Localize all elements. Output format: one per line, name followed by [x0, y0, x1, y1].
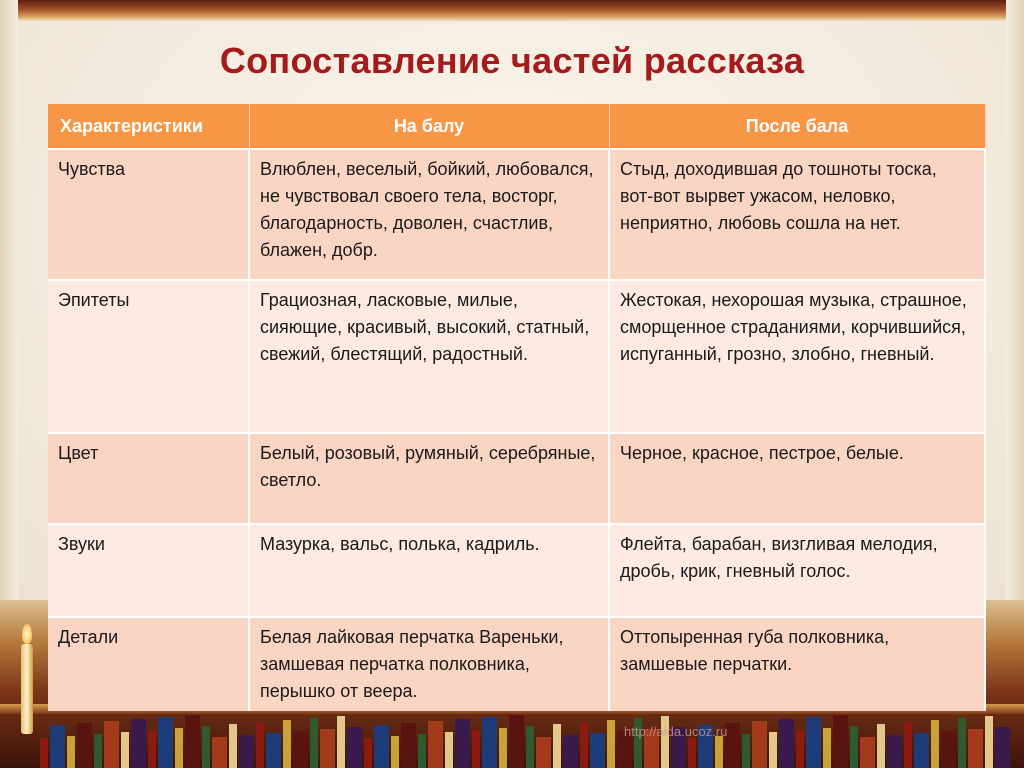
book-spine [580, 722, 588, 768]
row-label: Эпитеты [48, 280, 249, 433]
book-spine [185, 715, 200, 768]
table-row [48, 433, 985, 524]
book-spine [104, 721, 119, 768]
book-spine [887, 735, 902, 768]
top-decor-band [0, 0, 1024, 22]
book-spine [607, 720, 615, 768]
header-characteristics: Характеристики [48, 104, 249, 149]
book-spine [742, 734, 750, 768]
book-spine [445, 732, 453, 768]
book-spine [823, 728, 831, 768]
book-spine [833, 715, 848, 768]
book-spine [293, 731, 308, 768]
book-spine [418, 734, 426, 768]
watermark: http://aida.ucoz.ru [624, 724, 728, 739]
book-spine [779, 719, 794, 768]
table-row [48, 524, 985, 617]
table-row [48, 617, 985, 711]
book-spine [563, 735, 578, 768]
cell-at-ball: Влюблен, веселый, бойкий, любовался, не чувствовал своего тела, восторг, благодарность, доволен, счастлив, блажен, добр. [249, 149, 609, 280]
cell-after-ball: Флейта, барабан, визгливая мелодия, дробь, крик, гневный голос. [609, 524, 985, 617]
book-spine [229, 724, 237, 768]
cell-at-ball: Грациозная, ласковые, милые, сияющие, красивый, высокий, статный, свежий, блестящий, радостный. [249, 280, 609, 433]
table-row [48, 280, 985, 433]
book-spine [752, 721, 767, 768]
book-spine [877, 724, 885, 768]
row-label: Звуки [48, 524, 249, 617]
cell-at-ball: Белый, розовый, румяный, серебряные, светло. [249, 433, 609, 524]
cell-after-ball: Оттопыренная губа полковника, замшевые перчатки. [609, 617, 985, 711]
book-spine [391, 736, 399, 768]
book-spine [941, 731, 956, 768]
book-spine [337, 716, 345, 768]
cell-at-ball: Мазурка, вальс, полька, кадриль. [249, 524, 609, 617]
book-spine [50, 725, 65, 768]
book-spine [526, 726, 534, 768]
candle-icon [14, 624, 40, 744]
book-spine [374, 725, 389, 768]
book-spine [364, 738, 372, 768]
book-spine [715, 736, 723, 768]
header-at-ball: На балу [249, 104, 609, 149]
book-spine [94, 734, 102, 768]
books-row [0, 714, 1024, 768]
book-spine [67, 736, 75, 768]
cell-after-ball: Черное, красное, пестрое, белые. [609, 433, 985, 524]
book-spine [158, 717, 173, 768]
book-spine [256, 722, 264, 768]
book-spine [148, 730, 156, 768]
book-spine [482, 717, 497, 768]
book-spine [283, 720, 291, 768]
book-spine [455, 719, 470, 768]
book-spine [499, 728, 507, 768]
book-spine [914, 733, 929, 768]
row-label: Цвет [48, 433, 249, 524]
book-spine [509, 715, 524, 768]
book-spine [553, 724, 561, 768]
book-spine [688, 738, 696, 768]
book-spine [850, 726, 858, 768]
book-spine [77, 723, 92, 768]
row-label: Чувства [48, 149, 249, 280]
book-spine [931, 720, 939, 768]
book-spine [958, 718, 966, 768]
book-spine [769, 732, 777, 768]
book-spine [968, 729, 983, 768]
table-row [48, 149, 985, 280]
row-label: Детали [48, 617, 249, 711]
table-header-row [48, 104, 985, 149]
book-spine [347, 727, 362, 768]
book-spine [806, 717, 821, 768]
cell-after-ball: Стыд, доходившая до тошноты тоска, вот-вот вырвет ужасом, неловко, неприятно, любовь сошла на нет. [609, 149, 985, 280]
book-spine [175, 728, 183, 768]
candle-flame [22, 624, 32, 644]
book-spine [985, 716, 993, 768]
book-spine [995, 727, 1010, 768]
book-spine [860, 737, 875, 768]
book-spine [239, 735, 254, 768]
candle-stick [21, 644, 33, 734]
book-spine [904, 722, 912, 768]
book-spine [320, 729, 335, 768]
book-spine [310, 718, 318, 768]
slide-title: Сопоставление частей рассказа [219, 40, 805, 81]
book-spine [590, 733, 605, 768]
book-spine [472, 730, 480, 768]
cell-at-ball: Белая лайковая перчатка Вареньки, замшевая перчатка полковника, перышко от веера. [249, 617, 609, 711]
book-spine [266, 733, 281, 768]
book-spine [202, 726, 210, 768]
book-spine [401, 723, 416, 768]
cell-after-ball: Жестокая, нехорошая музыка, страшное, сморщенное страданиями, корчившийся, испуганный, грозно, злобно, гневный. [609, 280, 985, 433]
comparison-table [48, 104, 986, 711]
book-spine [536, 737, 551, 768]
book-spine [212, 737, 227, 768]
book-spine [796, 730, 804, 768]
book-spine [428, 721, 443, 768]
book-spine [40, 738, 48, 768]
book-spine [131, 719, 146, 768]
header-after-ball: После бала [609, 104, 985, 149]
book-spine [121, 732, 129, 768]
